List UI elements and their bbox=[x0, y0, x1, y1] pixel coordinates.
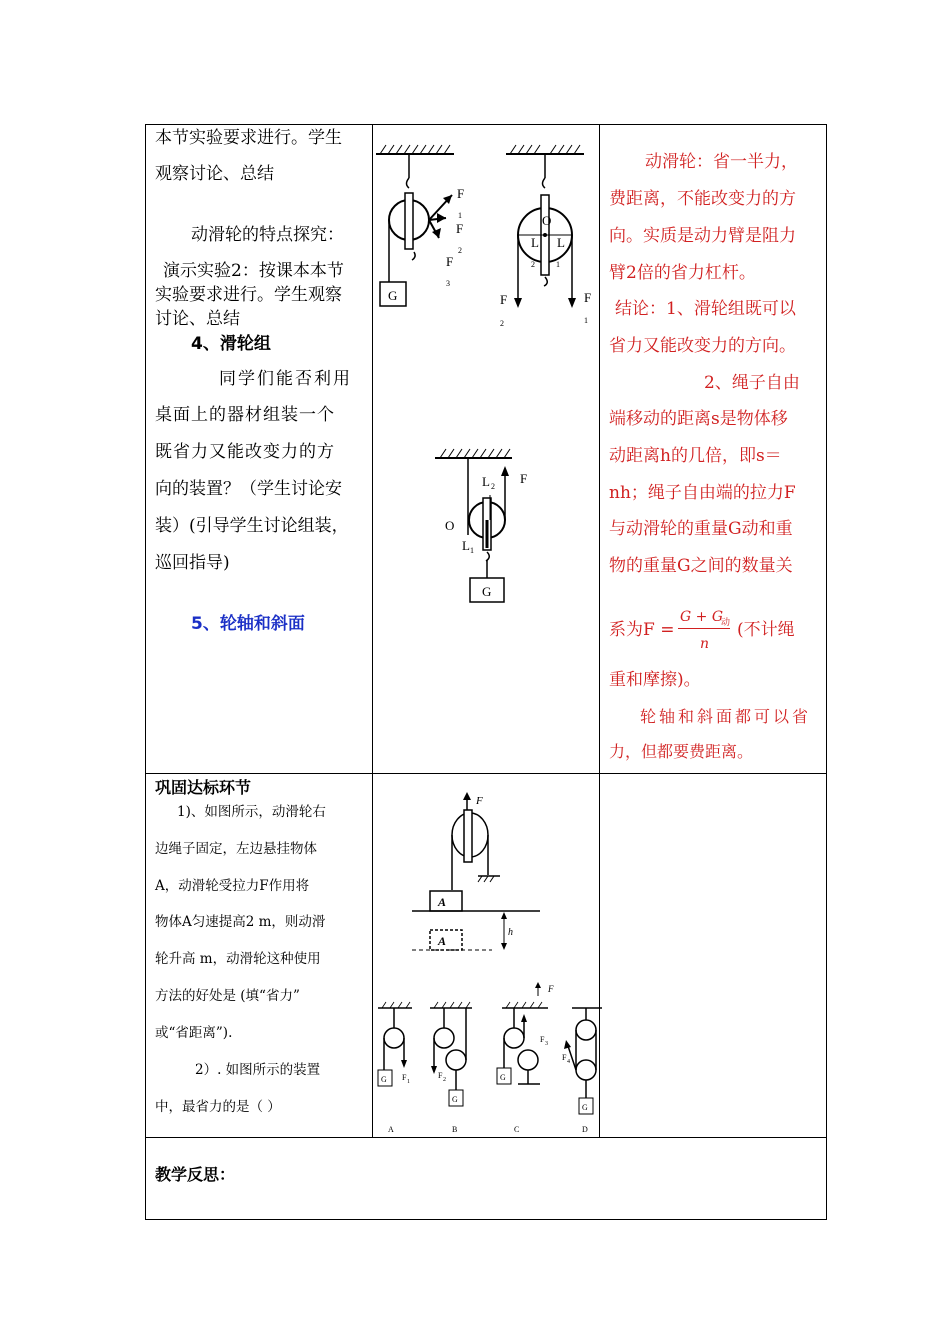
svg-text:L: L bbox=[462, 538, 470, 553]
svg-text:F: F bbox=[446, 254, 454, 269]
q1-moving-pulley-figure bbox=[412, 790, 542, 960]
q2-line: 中，最省力的是（ ） bbox=[155, 1099, 281, 1115]
svg-text:G: G bbox=[388, 288, 398, 303]
right-text-line: 臂2倍的省力杠杆。 bbox=[609, 263, 756, 283]
svg-text:G: G bbox=[452, 1095, 458, 1104]
svg-text:F: F bbox=[457, 186, 465, 201]
q1-line: 物体A匀速提高2 m，则动滑 bbox=[155, 914, 326, 930]
svg-text:O: O bbox=[445, 518, 455, 533]
svg-text:L: L bbox=[531, 235, 539, 250]
table-border-bottom bbox=[145, 1219, 827, 1220]
svg-text:2: 2 bbox=[531, 260, 535, 269]
right-text-line: 向。实质是动力臂是阻力 bbox=[609, 226, 796, 246]
q1-line: 方法的好处是 (填“省力” bbox=[155, 988, 300, 1004]
left-text-line: 本节实验要求进行。学生 bbox=[155, 128, 342, 148]
q1-line: 1)、如图所示，动滑轮右 bbox=[177, 804, 326, 820]
moving-pulley-lever-diagram bbox=[498, 140, 598, 330]
section4-line: 装）(引导学生讨论组装， bbox=[155, 516, 349, 536]
svg-text:G: G bbox=[500, 1073, 506, 1082]
formula-numerator: G + G bbox=[680, 609, 723, 625]
right-text-line: 物的重量G之间的数量关 bbox=[609, 556, 793, 576]
q1-line: A，动滑轮受拉力F作用将 bbox=[155, 878, 310, 894]
section4-line: 桌面上的器材组装一个 bbox=[155, 405, 335, 425]
svg-text:G: G bbox=[582, 1103, 588, 1112]
right-text-line: 费距离，不能改变力的方 bbox=[609, 189, 796, 209]
svg-text:G: G bbox=[381, 1075, 387, 1084]
svg-text:F: F bbox=[562, 1053, 567, 1062]
moving-pulley-title: 动滑轮的特点探究： bbox=[191, 225, 344, 245]
section4-line: 同学们能否利用 bbox=[219, 369, 352, 389]
svg-text:1: 1 bbox=[407, 1079, 410, 1085]
right-text-line: nh；绳子自由端的拉力F bbox=[609, 483, 796, 503]
section4-title: 4、滑轮组 bbox=[191, 334, 271, 354]
svg-text:F: F bbox=[548, 984, 554, 994]
table-border-right bbox=[826, 124, 827, 1220]
right-text-line: 端移动的距离s是物体移 bbox=[609, 409, 788, 429]
q1-line: 或“省距离”). bbox=[155, 1025, 233, 1041]
svg-text:O: O bbox=[542, 213, 552, 228]
table-border-top bbox=[145, 124, 827, 125]
wheel-axle-line: 力，但都要费距离。 bbox=[609, 742, 754, 761]
svg-text:2: 2 bbox=[458, 246, 462, 255]
section5-title: 5、轮轴和斜面 bbox=[191, 614, 305, 634]
section4-line: 巡回指导) bbox=[155, 553, 230, 573]
q1-line: 轮升高 m，动滑轮这种使用 bbox=[155, 951, 321, 967]
formula-suffix: (不计绳 bbox=[737, 620, 795, 640]
svg-text:1: 1 bbox=[458, 211, 462, 220]
svg-text:C: C bbox=[514, 1125, 520, 1134]
right-text-line: 2、绳子自由 bbox=[704, 373, 800, 393]
row-divider-1 bbox=[145, 773, 827, 774]
svg-text:F: F bbox=[540, 1035, 545, 1044]
formula-prefix: 系为F = bbox=[609, 620, 675, 640]
left-text-line: 观察讨论、总结 bbox=[155, 164, 274, 184]
svg-text:G: G bbox=[482, 584, 492, 599]
col-divider-1 bbox=[372, 124, 373, 1138]
right-text-line: 动距离h的几倍，即s＝ bbox=[609, 446, 782, 466]
svg-text:B: B bbox=[452, 1125, 458, 1134]
right-text-line: 省力又能改变力的方向。 bbox=[609, 336, 796, 356]
fixed-pulley-diagram bbox=[374, 140, 464, 310]
formula-denominator: n bbox=[700, 636, 710, 652]
svg-text:3: 3 bbox=[545, 1041, 548, 1047]
svg-text:A: A bbox=[438, 934, 447, 948]
fraction-bar bbox=[678, 628, 730, 629]
svg-text:L: L bbox=[482, 474, 490, 489]
svg-text:3: 3 bbox=[446, 279, 450, 288]
svg-text:F: F bbox=[500, 292, 508, 307]
svg-text:2: 2 bbox=[491, 482, 495, 491]
pulley-lever-arms-diagram bbox=[432, 440, 542, 610]
svg-text:F: F bbox=[438, 1071, 443, 1080]
section4-line: 既省力又能改变力的方 bbox=[155, 442, 335, 462]
exp2-line: 实验要求进行。学生观察 bbox=[155, 285, 342, 305]
svg-text:A: A bbox=[388, 1125, 394, 1134]
svg-text:F: F bbox=[520, 471, 528, 486]
wheel-axle-line: 轮轴和斜面都可以省 bbox=[640, 707, 812, 726]
right-text-line: 动滑轮：省一半力， bbox=[645, 152, 798, 172]
q2-line: 2）. 如图所示的装置 bbox=[195, 1062, 321, 1078]
svg-text:D: D bbox=[582, 1125, 588, 1134]
svg-text:F: F bbox=[476, 795, 483, 807]
svg-text:1: 1 bbox=[556, 260, 560, 269]
svg-text:A: A bbox=[438, 895, 447, 909]
svg-text:4: 4 bbox=[567, 1059, 570, 1065]
section4-line: 向的装置？（学生讨论安 bbox=[155, 479, 342, 499]
q1-line: 边绳子固定，左边悬挂物体 bbox=[155, 841, 317, 857]
svg-text:1: 1 bbox=[470, 546, 474, 555]
exp2-line: 演示实验2：按课本本节 bbox=[163, 261, 344, 281]
svg-text:h: h bbox=[508, 927, 513, 938]
table-border-left bbox=[145, 124, 146, 1220]
right-text-line: 结论：1、滑轮组既可以 bbox=[615, 299, 796, 319]
reflection-title: 教学反思： bbox=[155, 1165, 236, 1184]
svg-text:1: 1 bbox=[584, 316, 588, 325]
right-text-line: 与动滑轮的重量G动和重 bbox=[609, 519, 793, 539]
exp2-line: 讨论、总结 bbox=[155, 309, 240, 329]
svg-text:F: F bbox=[584, 290, 592, 305]
practice-title: 巩固达标环节 bbox=[155, 778, 252, 797]
svg-text:L: L bbox=[557, 235, 565, 250]
svg-text:2: 2 bbox=[443, 1077, 446, 1083]
formula-subscript: 动 bbox=[721, 618, 731, 628]
formula-line2: 重和摩擦)。 bbox=[609, 670, 701, 690]
svg-text:2: 2 bbox=[500, 319, 504, 328]
svg-text:F: F bbox=[402, 1073, 407, 1082]
q2-pulley-options-figure bbox=[376, 980, 606, 1140]
svg-text:F: F bbox=[456, 221, 464, 236]
